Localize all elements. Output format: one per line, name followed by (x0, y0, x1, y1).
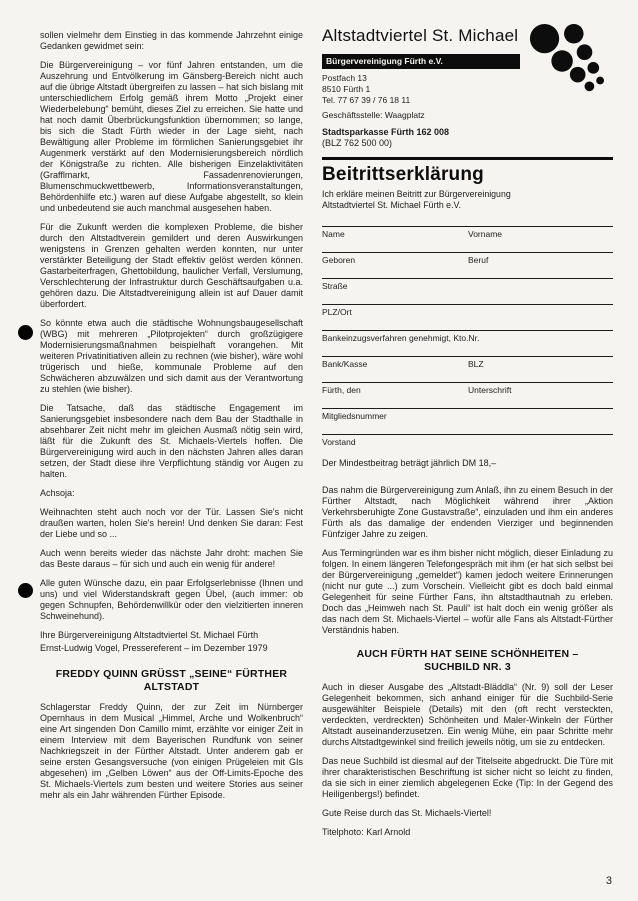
signature-block (40, 630, 303, 654)
photo-credit: Titelphoto: Karl Arnold (322, 827, 411, 837)
article-paragraph: Das nahm die Bürgervereinigung zum Anlaß, ihn zu einem Besuch in der Fürther Altstadt, nach Möglichkeit während ihrer „Aktion Verkehrsberuhigte Zone Gustavstraße“, einzuladen und ihm ein anderes Fürth als das damalige der endenden Vierziger und beginnenden Fünfziger Jahre zu zeigen. (322, 485, 613, 539)
signature-line: Ernst-Ludwig Vogel, Pressereferent – im Dezember 1979 (40, 643, 268, 653)
hole-punch-mark (18, 325, 33, 340)
article-paragraph: Die Bürgervereinigung – vor fünf Jahren entstanden, um die Auszehrung und Entvölkerung im Gänsberg-Bereich nicht auch auf die übrige Altstadt übergreifen zu lassen – hat sich bislang mit unterschiedlichem Erfolg gemäß ihrem Motto „Projekt einer Wiederbelebung“ bemüht, dieses Ziel zu erreichen. Sie hatte und hat noch damit Überbrückungsfunktion übernommen; so lange, bis sich die Stadt Fürth wieder in der Lage sieht, nach Bewältigung aller Probleme im förmlichen Sanierungsgebiet ihr Augenmerk verstärkt auf den Modernisierungsbereich nördlich der Königstraße zu richten. Alle bisherigen Einzelaktivitäten (Grafflmarkt, Fassadenrenovierungen, Blumenschmuckwettbewerb, Informationsveranstaltungen, Behördenhilfe etc.) waren auf diese Aufgabe abgestellt, so klein und unbedeutend sie auch manchmal ausgesehen haben. (40, 60, 303, 213)
membership-form (322, 226, 613, 445)
membership-form-heading: Beitrittserklärung (322, 164, 484, 185)
article-paragraph: Auch in dieser Ausgabe des „Altstadt-Bläddla“ (Nr. 9) soll der Leser Gelegenheit bekommen, sich anhand einiger für die Suchbild-Serie ausgewählter Beispiele (Details) mit den (oft recht versteckten, verdeckten, verdreckten) Schönheiten und Maler-Winkeln der Fürther Altstadt auseinanderzusetzen. Ein wenig Mühe, ein paar Schritte mehr durchs Altstadtgewinkel sind freilich jeweils nötig, um sie zu entdecken. (322, 682, 613, 747)
form-field-geboren (322, 252, 613, 263)
field-label: BLZ (468, 359, 484, 369)
field-label: Vorname (468, 229, 503, 239)
address-line: Tel. 77 67 39 / 76 18 11 (322, 95, 411, 105)
org-name-bar: Bürgervereinigung Fürth e.V. (322, 54, 520, 69)
page-number: 3 (605, 875, 612, 887)
field-label: Bankeinzugsverfahren genehmigt, Kto.Nr. (322, 333, 480, 343)
suchbild-article-heading (322, 648, 613, 674)
bank-account-line: Stadtsparkasse Fürth 162 008 (322, 127, 450, 137)
membership-form-intro (322, 189, 613, 211)
hole-punch-mark (18, 583, 33, 598)
article-paragraph: Weihnachten steht auch noch vor der Tür. Lassen Sie's nicht draußen warten, holen Sie's herein! Und denken Sie daran: Fest der Liebe und so ... (40, 507, 303, 539)
form-field-plz-ort (322, 304, 613, 315)
article-paragraph: Die Tatsache, daß das städtische Engagement im Sanierungsgebiet insbesondere nach dem Bau der Stadthalle in absehbarer Zeit nicht mehr im gleichen Ausmaß nötig sein wird, läßt für die Zukunft des St. Michaels-Viertels hoffen. Die Bürgervereinigung wird auch in den nächsten Jahren alles daran setzen, der Stadt diese ihre Verpflichtung ständig vor Augen zu halten. (40, 403, 303, 479)
form-field-name (322, 226, 613, 237)
address-line: 8510 Fürth 1 (322, 84, 371, 94)
article-paragraph: So könnte etwa auch die städtische Wohnungsbaugesellschaft (WBG) mit mehreren „Pilotprojekten“ durch großzügigere Modernisierungsmaßnahmen beispielhaft vorangehen. Mit weiteren Privatinitiativen allein zu rechnen (wie bisher), wäre wohl trügerisch und hieße, kommunale Probleme auf den Schwächeren abzuwälzen und sich damit aus der Verantwortung zu stehlen (wie bisher). (40, 318, 303, 394)
freddy-article-heading (40, 668, 303, 694)
left-column (40, 30, 303, 809)
form-field-vorstand (322, 434, 613, 445)
form-field-bank-kasse (322, 356, 613, 367)
field-label: Bank/Kasse (322, 359, 368, 369)
field-label: Vorstand (322, 437, 356, 447)
article-paragraph: Auch wenn bereits wieder das nächste Jahr droht: machen Sie das Beste daraus – für sich und auch ein wenig für andere! (40, 548, 303, 569)
continuation-paragraph: sollen vielmehr dem Einstieg in das kommende Jahrzehnt einige Gedanken gewidmet sein: (40, 30, 303, 51)
form-intro-line: Ich erkläre meinen Beitritt zur Bürgervereinigung (322, 189, 511, 199)
heading-line: FREDDY QUINN GRÜSST „SEINE“ FÜRTHER (55, 668, 288, 680)
heading-line: AUCH FÜRTH HAT SEINE SCHÖNHEITEN – (356, 648, 579, 660)
article-paragraph: Schlagerstar Freddy Quinn, der zur Zeit im Nürnberger Opernhaus in dem Musical „Himmel, Arche und Wolkenbruch“ eine Art singenden Don Camillo mimt, erzählte vor einiger Zeit in einem Interview mit dem Bayerischen Rundfunk von seiner Nachkriegszeit in der Fürther Altstadt. Unter anderem gab er seine ersten Gesangsversuche (von einigen Prügeleien mit GIs abgesehen) im „Gelben Löwen“ aus der Off-Limits-Epoche des St. Michaels-Viertels zum besten und weitere Stories aus seiner mehr als ein Jahr währenden Fürther Episode. (40, 702, 303, 800)
signature-line: Ihre Bürgervereinigung Altstadtviertel St. Michael Fürth (40, 630, 259, 640)
article-paragraph: Alle guten Wünsche dazu, ein paar Erfolgserlebnisse (Ihnen und uns) und viel Widerstandskraft gegen Übel, (auch immer: ob gegen Schnupfen, Behördenwillkür oder den vielzitierten inneren Schweinehund). (40, 578, 303, 621)
fee-note: Der Mindestbeitrag beträgt jährlich DM 18,– (322, 458, 497, 468)
address-line: Postfach 13 (322, 73, 367, 83)
form-intro-line: Altstadtviertel St. Michael Fürth e.V. (322, 200, 462, 210)
article-paragraph: Aus Termingründen war es ihm bisher nicht möglich, dieser Einladung zu folgen. In einem längeren Telefongespräch mit ihm (er hat sich selbst bei der Bürgervereinigung „gemeldet“) kamen jedoch weitere Erinnerungen (nicht nur gute ...) zum Vorschein. Vielleicht gibt es doch bald einmal Gelegenheit für seine Fürther Fans, ihn altstadthautnah zu erleben. Doch das „Heimweh nach St. Pauli“ ist halt doch ein wenig größer als das nach dem St. Michaels-Viertel – wofür alle Fans als Altstadt-Fürther Verständnis haben. (322, 548, 613, 635)
field-label: Straße (322, 281, 348, 291)
field-label: Unterschrift (468, 385, 512, 395)
bank-blz-line: (BLZ 762 500 00) (322, 138, 393, 148)
article-paragraph: Für die Zukunft werden die komplexen Probleme, die bisher durch den Altstadtverein gemildert und deren Auswirkungen wenigstens in Grenzen gehalten werden konnten, nur unter verstärkter Beteiligung der Stadt effektiv gelöst werden können. Gastarbeiterfragen, Ghettobildung, baulicher Verfall, Verslumung, Verschlechterung der Infrastruktur durch Geschäftsaufgaben u.a. gehören dazu. Die Altstadtvereinigung allein ist auf Dauer damit überfordert. (40, 222, 303, 309)
heading-line: ALTSTADT (143, 681, 200, 693)
field-label: Beruf (468, 255, 489, 265)
heading-line: SUCHBILD NR. 3 (424, 661, 511, 673)
field-label: Fürth, den (322, 385, 361, 395)
article-paragraph: Das neue Suchbild ist diesmal auf der Titelseite abgedruckt. Die Türe mit ihrer charakteristischen Beschriftung ist sicher nicht so leicht zu finden, da sie sich in einer ziemlich abgelegenen Ecke (Tip: In der Gegend des Heiligenbergs!) befindet. (322, 756, 613, 799)
form-field-bankeinzug (322, 330, 613, 341)
field-label: Name (322, 229, 345, 239)
masthead-title: Altstadtviertel St. Michael (322, 26, 519, 45)
circle-cluster-logo-icon (527, 22, 605, 100)
form-field-strasse (322, 278, 613, 289)
office-line: Geschäftsstelle: Waagplatz (322, 110, 425, 120)
field-label: PLZ/Ort (322, 307, 352, 317)
article-paragraph: Achsoja: (40, 488, 75, 498)
field-label: Mitgliedsnummer (322, 411, 387, 421)
divider-rule (322, 157, 613, 160)
form-field-datum-unterschrift (322, 382, 613, 393)
field-label: Geboren (322, 255, 356, 265)
right-column (322, 26, 613, 846)
form-field-mitgliedsnummer (322, 408, 613, 419)
closing-line: Gute Reise durch das St. Michaels-Viertel! (322, 808, 492, 818)
